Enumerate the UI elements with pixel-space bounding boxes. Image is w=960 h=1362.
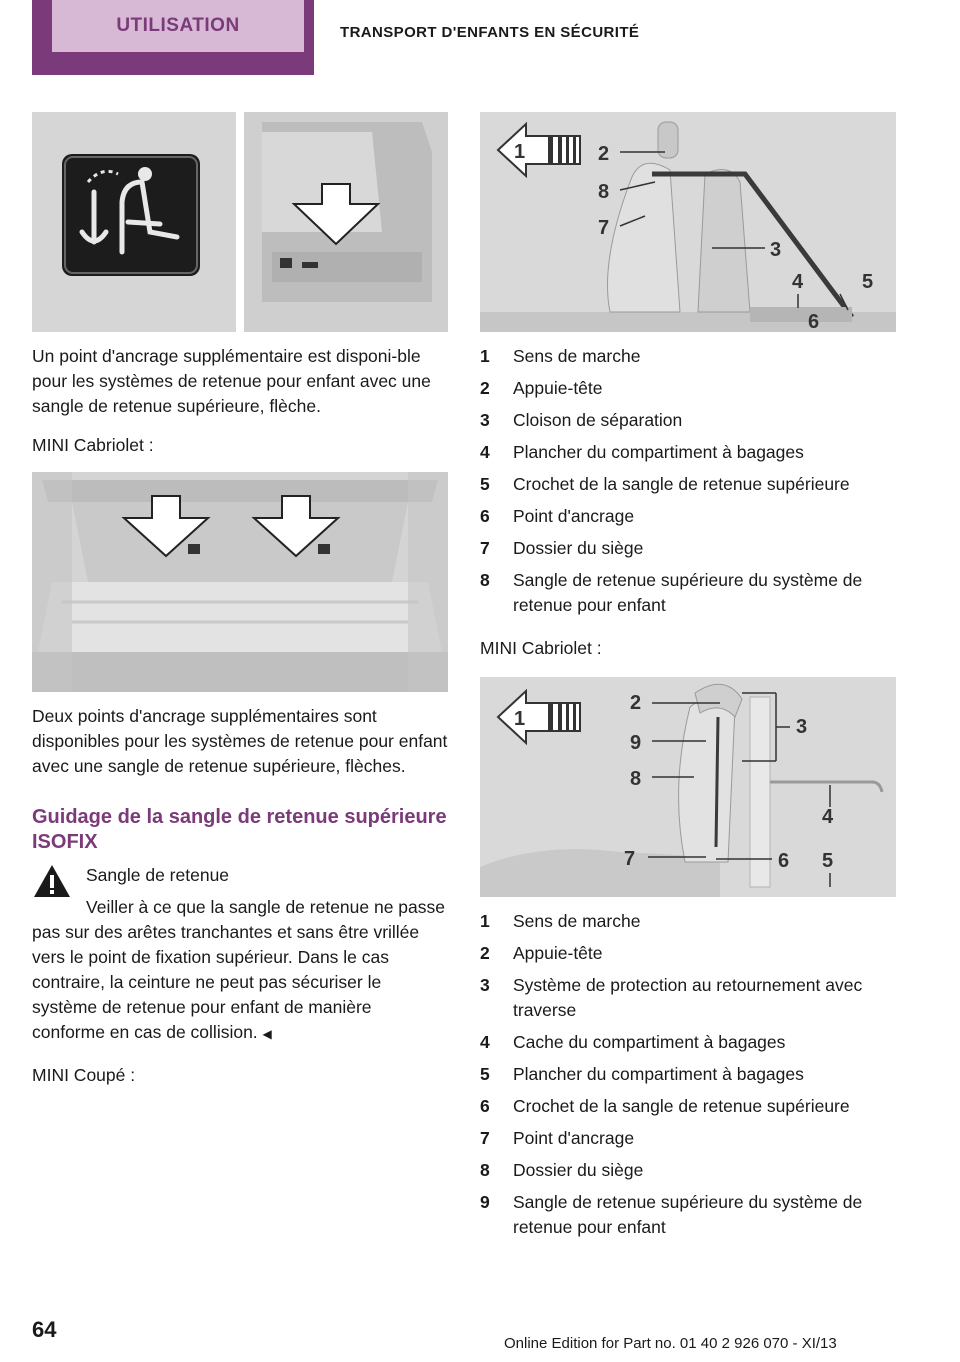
list-item-number: 8 (480, 570, 490, 590)
list-item-number: 8 (480, 1160, 490, 1180)
list-item (480, 536, 896, 561)
list-item (480, 440, 896, 465)
list-item (480, 472, 896, 497)
list-item (480, 568, 896, 618)
diagram1-label-3: 3 (770, 239, 782, 261)
list-item-number: 9 (480, 1192, 490, 1212)
left-column (32, 112, 448, 1088)
end-of-section-mark: ◀ (262, 1027, 272, 1041)
legend-list-cabriolet (480, 909, 896, 1240)
figure-anchor-symbol-trunk (32, 112, 448, 332)
list-item (480, 1094, 896, 1119)
warning-text-body: Veiller à ce que la sangle de retenue ne passe pas sur des arêtes tranchantes et sans être vrillée vers le point de fixation supérieur. Dans le cas contraire, la ceinture ne peut pas sécuriser le système de retenue pour enfant de manière conforme en cas de collision. (32, 897, 446, 1042)
diagram1-label-5: 5 (862, 271, 874, 293)
list-item (480, 408, 896, 433)
diagram1-label-8: 8 (598, 181, 610, 203)
figure-cabriolet-strap-diagram (480, 677, 896, 897)
list-item (480, 973, 896, 1023)
anchor-photo-illustration (32, 112, 448, 332)
list-item-number: 4 (480, 442, 490, 462)
list-item-number: 7 (480, 538, 490, 558)
list-item-number: 5 (480, 1064, 490, 1084)
diagram2-label-3: 3 (796, 716, 808, 738)
diagram1-label-7: 7 (598, 217, 610, 239)
list-item (480, 1062, 896, 1087)
coupe-strap-diagram (480, 112, 896, 332)
list-item-text: Sangle de retenue supérieure du système de retenue pour enfant (513, 1192, 863, 1237)
list-item-text: Plancher du compartiment à bagages (513, 1064, 804, 1084)
list-item-text: Crochet de la sangle de retenue supérieure (513, 474, 850, 494)
list-item (480, 909, 896, 934)
list-item (480, 504, 896, 529)
list-item (480, 1126, 896, 1151)
warning-block (32, 863, 448, 1047)
list-item-text: Dossier du siège (513, 1160, 644, 1180)
label-mini-cabriolet-right: MINI Cabriolet : (480, 638, 602, 658)
page-number: 64 (32, 1317, 57, 1342)
list-item-text: Système de protection au retournement avec traverse (513, 975, 863, 1020)
label-mini-coupe: MINI Coupé : (32, 1065, 136, 1085)
diagram1-label-6: 6 (808, 311, 820, 332)
list-item-number: 4 (480, 1032, 490, 1052)
list-item-number: 6 (480, 506, 490, 526)
label-mini-cabriolet: MINI Cabriolet : (32, 435, 154, 455)
list-item-number: 2 (480, 943, 490, 963)
section-tab (32, 0, 314, 75)
cabriolet-strap-diagram (480, 677, 896, 897)
list-item-number: 1 (480, 346, 490, 366)
legend-list-coupe (480, 344, 896, 618)
list-item-number: 1 (480, 911, 490, 931)
paragraph-anchor-point: Un point d'ancrage supplémentaire est disponi‐ble pour les systèmes de retenue pour enfant avec une sangle de retenue supérieure, flèche. (32, 346, 431, 416)
paragraph-two-anchor-points: Deux points d'ancrage supplémentaires sont disponibles pour les systèmes de retenue pour enfant avec une sangle de retenue supérieure, flèches. (32, 706, 448, 776)
list-item-text: Appuie-tête (513, 943, 603, 963)
list-item-number: 7 (480, 1128, 490, 1148)
list-item-text: Plancher du compartiment à bagages (513, 442, 804, 462)
diagram2-label-5: 5 (822, 850, 834, 872)
diagram1-label-2: 2 (598, 143, 610, 165)
right-column (480, 112, 896, 1247)
list-item (480, 344, 896, 369)
figure-cabriolet-trunk (32, 472, 448, 692)
figure-coupe-strap-diagram (480, 112, 896, 332)
list-item-text: Appuie-tête (513, 378, 603, 398)
list-item-text: Point d'ancrage (513, 506, 635, 526)
diagram2-label-2: 2 (630, 692, 642, 714)
diagram2-label-6: 6 (778, 850, 790, 872)
warning-text (32, 895, 448, 1047)
chapter-title: TRANSPORT D'ENFANTS EN SÉCURITÉ (340, 24, 640, 41)
list-item-number: 3 (480, 410, 490, 430)
list-item-text: Point d'ancrage (513, 1128, 635, 1148)
list-item-text: Cache du compartiment à bagages (513, 1032, 786, 1052)
warning-triangle-icon (32, 863, 72, 899)
diagram2-label-1: 1 (514, 708, 526, 730)
list-item-text: Sangle de retenue supérieure du système de retenue pour enfant (513, 570, 863, 615)
list-item-text: Crochet de la sangle de retenue supérieure (513, 1096, 850, 1116)
list-item-number: 5 (480, 474, 490, 494)
diagram2-label-8: 8 (630, 768, 642, 790)
diagram2-label-9: 9 (630, 732, 642, 754)
diagram2-label-4: 4 (822, 806, 834, 828)
diagram1-label-1: 1 (514, 141, 526, 163)
list-item-text: Sens de marche (513, 911, 641, 931)
section-tab-label: UTILISATION (52, 0, 304, 52)
list-item-number: 3 (480, 975, 490, 995)
section-heading-isofix: Guidage de la sangle de retenue supérieure ISOFIX (32, 806, 447, 853)
list-item (480, 1158, 896, 1183)
list-item (480, 376, 896, 401)
list-item-number: 6 (480, 1096, 490, 1116)
list-item-text: Cloison de séparation (513, 410, 683, 430)
list-item (480, 941, 896, 966)
list-item-text: Dossier du siège (513, 538, 644, 558)
warning-title: Sangle de retenue (86, 865, 230, 885)
list-item (480, 1030, 896, 1055)
list-item-number: 2 (480, 378, 490, 398)
list-item (480, 1190, 896, 1240)
footer-edition: Online Edition for Part no. 01 40 2 926 070 - XI/13 (504, 1335, 837, 1352)
cabriolet-trunk-illustration (32, 472, 448, 692)
diagram2-label-7: 7 (624, 848, 636, 870)
list-item-text: Sens de marche (513, 346, 641, 366)
diagram1-label-4: 4 (792, 271, 804, 293)
